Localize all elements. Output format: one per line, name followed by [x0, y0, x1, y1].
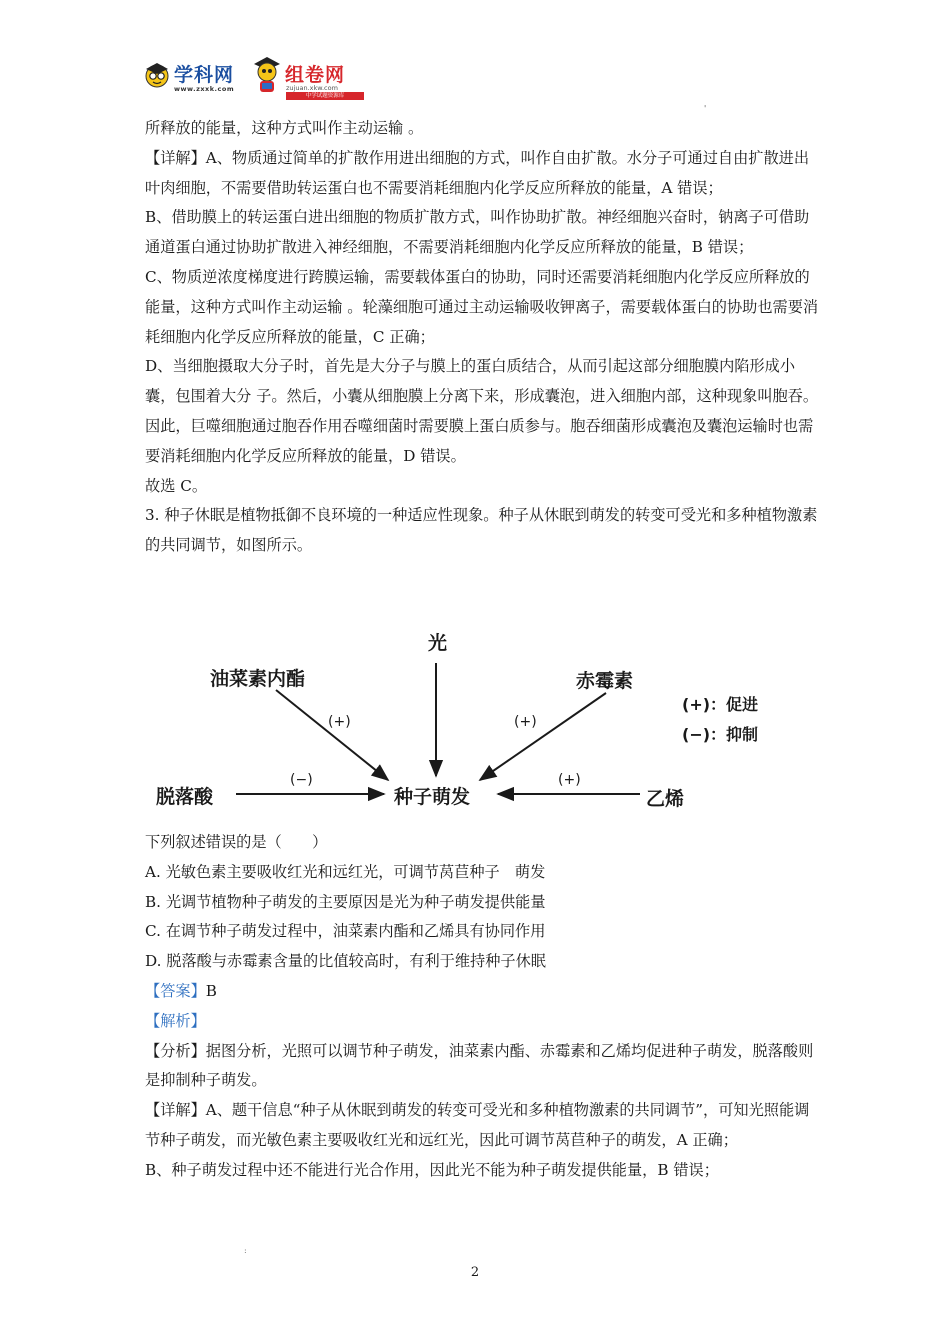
logo1-name: 学科网: [174, 64, 235, 86]
option-b: B. 光调节植物种子萌发的主要原因是光为种子萌发提供能量: [145, 892, 546, 911]
label-light: 光: [428, 632, 448, 654]
label-gibberellin: 赤霉素: [576, 670, 634, 692]
paragraph: B、借助膜上的转运蛋白进出细胞的物质扩散方式，叫作协助扩散。神经细胞兴奋时，钠离子可借助通道蛋白通过协助扩散进入神经细胞，不需要消耗细胞内化学反应所释放的能量，B 错误；: [145, 208, 810, 257]
diagram-arrows: [148, 618, 808, 818]
legend-promote: (+)：促进: [682, 695, 759, 714]
header-logos: [140, 56, 370, 100]
page-number: 2: [470, 1265, 480, 1280]
paragraph: 【详解】A、物质通过简单的扩散作用进出细胞的方式，叫作自由扩散。水分子可通过自由扩散进出叶肉细胞，不需要借助转运蛋白也不需要消耗细胞内化学反应所释放的能量，A 错误；: [145, 148, 810, 197]
answer-label: 【答案】: [145, 981, 206, 1000]
logo1-url: www.zxxk.com: [174, 85, 235, 93]
logo2-tagline: 中学试题资源库: [286, 92, 364, 100]
document-body: [145, 114, 821, 561]
explanation-paragraph: 【详解】A、题干信息“种子从休眠到萌发的转变可受光和多种植物激素的共同调节”，可知光照能调节种子萌发，而光敏色素主要吸收红光和远红光，因此可调节莴苣种子的萌发，A 正确；: [145, 1101, 810, 1149]
zujuan-logo[interactable]: [252, 56, 370, 100]
sign-ethylene: (+): [558, 772, 581, 788]
label-seed-germination: 种子萌发: [394, 786, 471, 808]
scan-mark: :: [244, 1246, 247, 1255]
label-abscisic-acid: 脱落酸: [156, 786, 214, 808]
arrow-gibberellin: [480, 693, 606, 780]
arrow-brassinolide: [276, 690, 388, 780]
sign-brassinolide: (+): [328, 714, 351, 730]
sign-abscisic: (−): [290, 772, 313, 788]
mascot-graduate-icon: [252, 56, 282, 94]
question-block: [145, 828, 821, 1186]
label-ethylene: 乙烯: [646, 788, 685, 810]
answer-line: [145, 977, 821, 1007]
question-intro: 3. 种子休眠是植物抵御不良环境的一种适应性现象。种子从休眠到萌发的转变可受光和多种植物激素的共同调节，如图所示。: [145, 506, 818, 555]
logo2-url: zujuan.xkw.com: [286, 84, 338, 92]
sign-gibberellin: (+): [514, 714, 537, 730]
logo2-name: 组卷网: [285, 64, 346, 86]
mascot-face-icon: [144, 62, 170, 88]
paragraph: D、当细胞摄取大分子时，首先是大分子与膜上的蛋白质结合，从而引起这部分细胞膜内陷形成小囊，包围着大分 子。然后，小囊从细胞膜上分离下来，形成囊泡，进入细胞内部，这种现象叫胞吞。因此，巨噬细胞通过胞吞作用吞噬细菌时需要膜上蛋白质参与。胞吞细菌形成囊泡及囊泡运输时也需要消耗细胞内化学反应所释放的能量，D 错误。: [145, 357, 819, 465]
hormone-regulation-diagram: [148, 618, 808, 818]
explanation-paragraph: 【分析】据图分析，光照可以调节种子萌发，油菜素内酯、赤霉素和乙烯均促进种子萌发，脱落酸则是抑制种子萌发。: [145, 1041, 814, 1090]
paragraph: C、物质逆浓度梯度进行跨膜运输，需要载体蛋白的协助，同时还需要消耗细胞内化学反应所释放的能量，这种方式叫作主动运输 。轮藻细胞可通过主动运输吸收钾离子，需要载体蛋白的协助也需要消耗细胞内化学反应所释放的能量，C 正确；: [145, 267, 819, 346]
question-stem: 下列叙述错误的是（ ）: [145, 833, 328, 851]
label-brassinolide: 油菜素内酯: [210, 668, 306, 690]
option-a: A. 光敏色素主要吸收红光和远红光，可调节莴苣种子 萌发: [145, 862, 546, 881]
paragraph: 所释放的能量，这种方式叫作主动运输 。: [145, 119, 424, 137]
analysis-label: 【解析】: [145, 1011, 206, 1030]
paragraph: 故选 C。: [145, 476, 208, 495]
zxxk-logo[interactable]: [140, 56, 250, 100]
explanation-paragraph: B、种子萌发过程中还不能进行光合作用，因此光不能为种子萌发提供能量，B 错误；: [145, 1160, 719, 1179]
scan-mark: ': [704, 104, 707, 113]
legend-inhibit: (−)：抑制: [682, 725, 759, 744]
option-d: D. 脱落酸与赤霉素含量的比值较高时，有利于维持种子休眠: [145, 952, 546, 971]
answer-value: B: [205, 981, 217, 1000]
option-c: C. 在调节种子萌发过程中，油菜素内酯和乙烯具有协同作用: [145, 922, 546, 941]
